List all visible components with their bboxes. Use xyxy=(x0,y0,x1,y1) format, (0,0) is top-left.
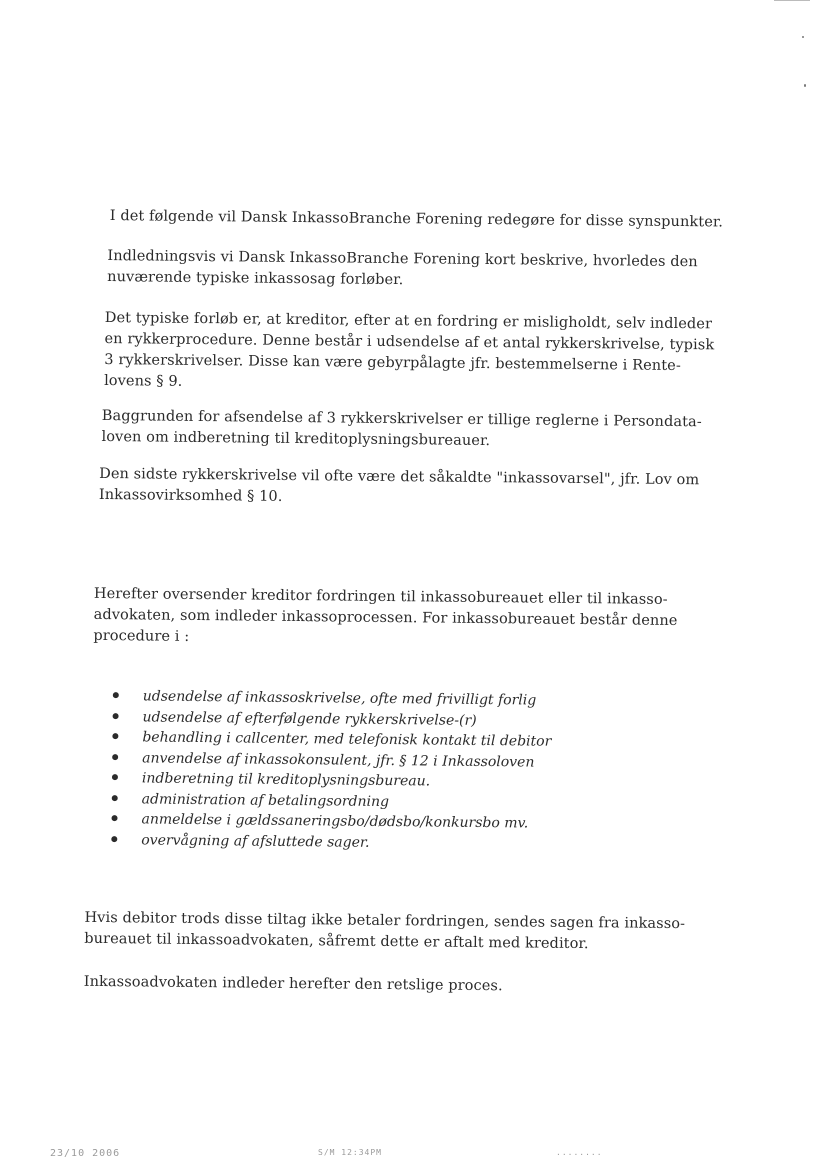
paragraph-lawyer: Inkassoadvokaten indleder herefter den retslige proces. xyxy=(83,973,503,995)
text-line: Baggrunden for afsendelse af 3 rykkerskrivelser er tillige reglerne i Persondata- xyxy=(101,407,702,431)
list-item-text: anmeldelse i gældssaneringsbo/dødsbo/konkursbo mv. xyxy=(141,811,529,832)
list-item-text: overvågning af afsluttede sager. xyxy=(141,831,370,851)
list-item-text: administration af betalingsordning xyxy=(141,790,390,810)
document-body xyxy=(83,200,734,995)
text-line: procedure i : xyxy=(93,627,190,645)
paragraph-background xyxy=(101,406,701,454)
paragraph-transfer xyxy=(93,584,678,653)
paragraph-last-letter xyxy=(99,464,700,512)
text-line: en rykkerprocedure. Denne består i udsendelse af et antal rykkerskrivelse, typisk xyxy=(104,331,715,354)
text-line: Indledningsvis vi Dansk InkassoBranche Forening kort beskrive, hvorledes den xyxy=(107,248,698,271)
text-line: bureauet til inkassoadvokaten, såfremt dette er aftalt med kreditor. xyxy=(84,930,589,953)
scan-edge-mark xyxy=(774,0,810,1)
bullet-icon xyxy=(111,815,117,821)
bullet-icon xyxy=(113,692,119,698)
procedure-list xyxy=(111,686,633,855)
list-item xyxy=(111,830,631,856)
fax-footer-header: S/M 12:34PM xyxy=(318,1148,382,1157)
text-line: Inkassovirksomhed § 10. xyxy=(98,486,283,505)
text-line: nuværende typiske inkassosag forløber. xyxy=(107,269,404,289)
text-line: Herefter oversender kreditor fordringen til inkassobureauet eller til inkasso- xyxy=(93,585,668,608)
scan-speck xyxy=(802,36,804,38)
fax-footer-date: 23/10 2006 xyxy=(50,1148,121,1159)
list-item-text: udsendelse af efterfølgende rykkerskrivelse-(r) xyxy=(142,708,477,729)
text-line: advokaten, som indleder inkassoprocessen. For inkassobureauet består denne xyxy=(93,606,678,630)
paragraph-typical-course xyxy=(104,308,715,398)
paragraph-opening xyxy=(107,246,698,294)
bullet-icon xyxy=(112,754,118,760)
list-item-text: indberetning til kreditoplysningsbureau. xyxy=(141,770,431,790)
scan-speck xyxy=(804,84,806,87)
list-item-text: behandling i callcenter, med telefonisk kontakt til debitor xyxy=(142,729,552,750)
text-line: Den sidste rykkerskrivelse vil ofte være det såkaldte "inkassovarsel", jfr. Lov om xyxy=(99,465,700,489)
text-line: Hvis debitor trods disse tiltag ikke betaler fordringen, sendes sagen fra inkasso- xyxy=(84,909,686,933)
bullet-icon xyxy=(112,774,118,780)
paragraph-intro: I det følgende vil Dansk InkassoBranche Forening redegøre for disse synspunkter. xyxy=(109,208,724,231)
text-line: Det typiske forløb er, at kreditor, efter at en fordring er misligholdt, selv indleder xyxy=(104,310,713,333)
bullet-icon xyxy=(112,733,118,739)
fax-footer-page: ........ xyxy=(556,1148,603,1157)
text-line: 3 rykkerskrivelser. Disse kan være gebyrpålagte jfr. bestemmelserne i Rente- xyxy=(104,352,681,375)
bullet-icon xyxy=(112,795,118,801)
list-item-text: anvendelse af inkassokonsulent, jfr. § 12 i Inkassoloven xyxy=(142,749,535,771)
text-line: loven om indberetning til kreditoplysningsbureauer. xyxy=(101,428,491,450)
text-line: lovens § 9. xyxy=(104,373,183,390)
list-item-text: udsendelse af inkassoskrivelse, ofte med frivilligt forlig xyxy=(142,688,537,709)
bullet-icon xyxy=(113,713,119,719)
paragraph-debtor xyxy=(84,908,685,956)
bullet-icon xyxy=(111,836,117,842)
